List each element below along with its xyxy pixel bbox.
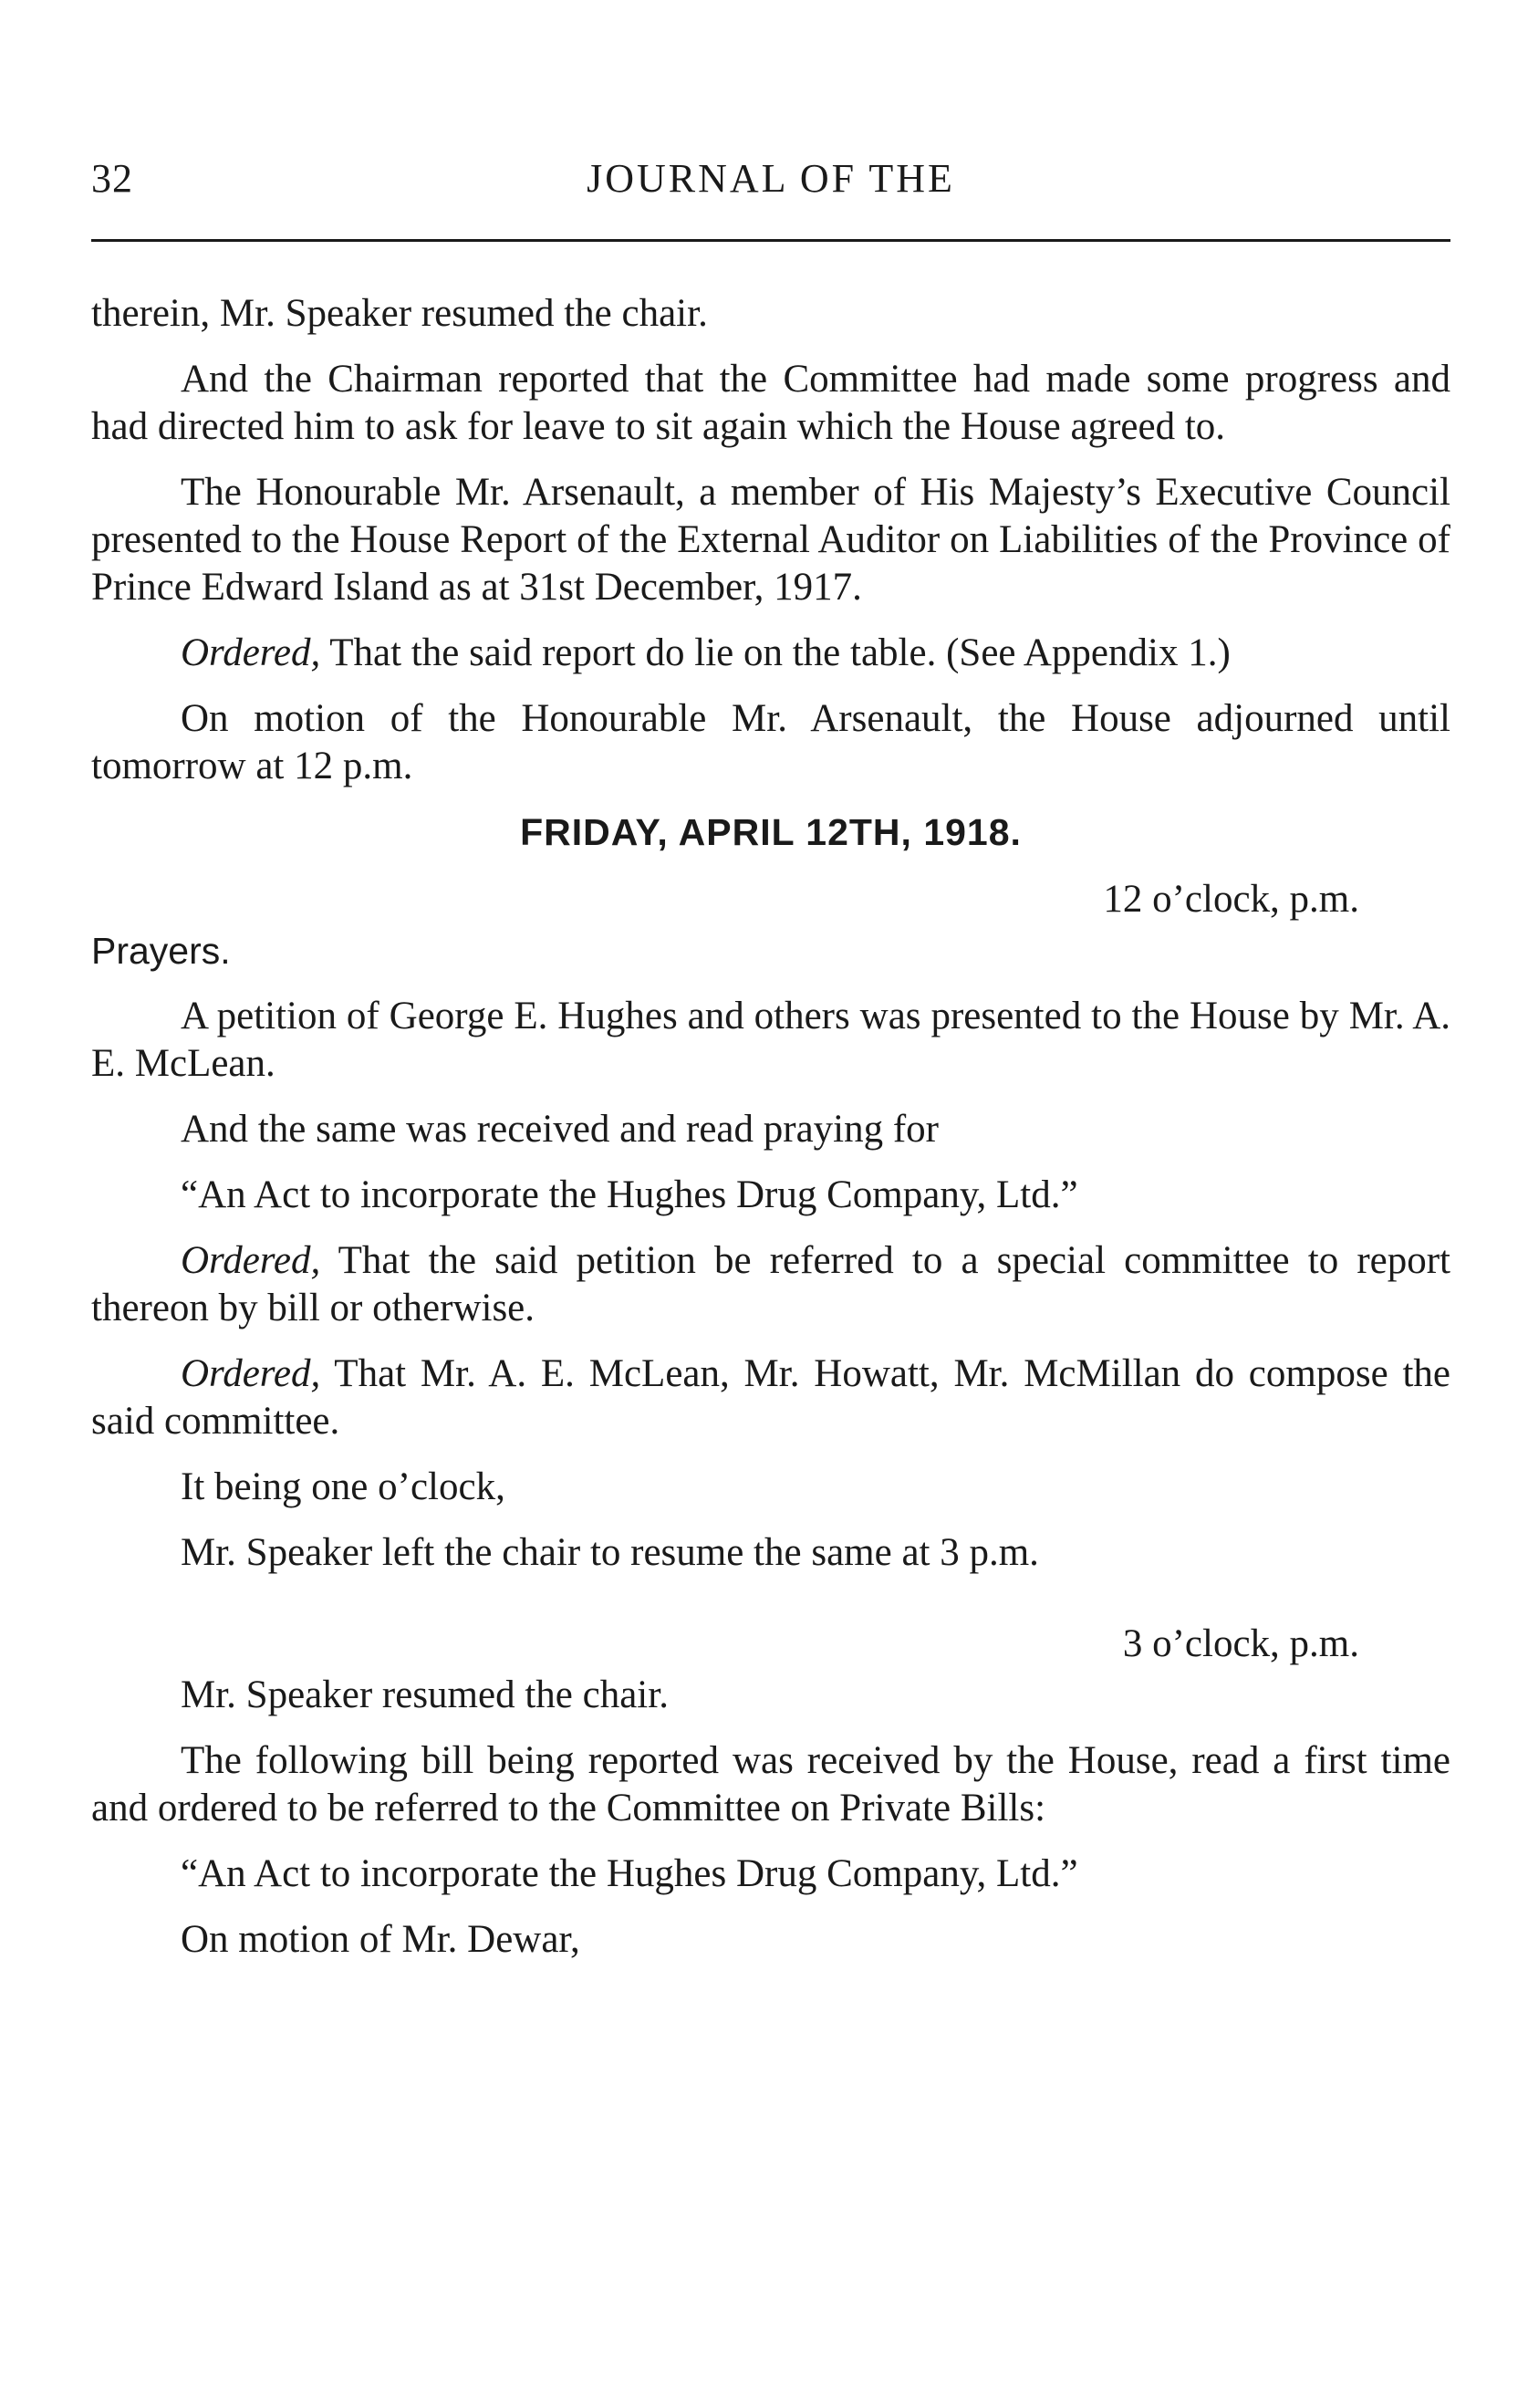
paragraph-ordered-committee — [91, 1350, 1450, 1445]
ordered-label: Ordered, — [181, 1352, 321, 1395]
running-head: JOURNAL OF THE — [587, 156, 955, 201]
ordered-text: That the said petition be referred to a special committee to report thereon by bill or otherwise. — [91, 1239, 1450, 1329]
header-rule — [91, 239, 1450, 242]
time-three: 3 o’clock, p.m. — [1122, 1622, 1359, 1665]
paragraph-speaker-left: Mr. Speaker left the chair to resume the same at 3 p.m. — [181, 1531, 1039, 1574]
ordered-text: That Mr. A. E. McLean, Mr. Howatt, Mr. McMillan do compose the said committee. — [91, 1352, 1450, 1443]
paragraph-auditor-report: The Honourable Mr. Arsenault, a member of His Majesty’s Executive Council presented to the House Report of the External Auditor on Liabilities of the Province of Prince Edward Island as at 31st December, 1917. — [91, 471, 1450, 609]
paragraph-received-read: And the same was received and read praying for — [181, 1108, 939, 1151]
paragraph-act-title: “An Act to incorporate the Hughes Drug Company, Ltd.” — [181, 1173, 1078, 1216]
paragraph-speaker-resumed-2: Mr. Speaker resumed the chair. — [181, 1673, 669, 1716]
paragraph-bill-reported: The following bill being reported was received by the House, read a first time and ordered to be referred to the Committee on Private Bills: — [91, 1739, 1450, 1829]
paragraph-petition: A petition of George E. Hughes and others was presented to the House by Mr. A. E. McLean. — [91, 995, 1450, 1085]
ordered-text: That the said report do lie on the table. (See Appendix 1.) — [320, 631, 1231, 674]
ordered-label: Ordered, — [181, 1239, 321, 1282]
paragraph-one-oclock: It being one o’clock, — [181, 1465, 505, 1508]
page-number: 32 — [91, 156, 133, 201]
page-header — [91, 155, 1450, 210]
paragraph-ordered-petition — [91, 1237, 1450, 1332]
paragraph-ordered-report — [91, 630, 1450, 677]
paragraph-motion-dewar: On motion of Mr. Dewar, — [181, 1918, 580, 1961]
journal-body — [91, 290, 1450, 1982]
prayers-heading: Prayers. — [91, 930, 231, 972]
ordered-label: Ordered, — [181, 631, 321, 674]
paragraph-chairman-reported: And the Chairman reported that the Committee had made some progress and had directed him to ask for leave to sit again which the House agreed to. — [91, 358, 1450, 448]
time-noon: 12 o’clock, p.m. — [1103, 878, 1359, 921]
paragraph-act-title-2: “An Act to incorporate the Hughes Drug Company, Ltd.” — [181, 1852, 1078, 1895]
paragraph-adjourned: On motion of the Honourable Mr. Arsenault, the House adjourned until tomorrow at 12 p.m. — [91, 697, 1450, 787]
paragraph-speaker-resumed: therein, Mr. Speaker resumed the chair. — [91, 292, 708, 335]
date-heading: FRIDAY, APRIL 12TH, 1918. — [520, 811, 1022, 853]
